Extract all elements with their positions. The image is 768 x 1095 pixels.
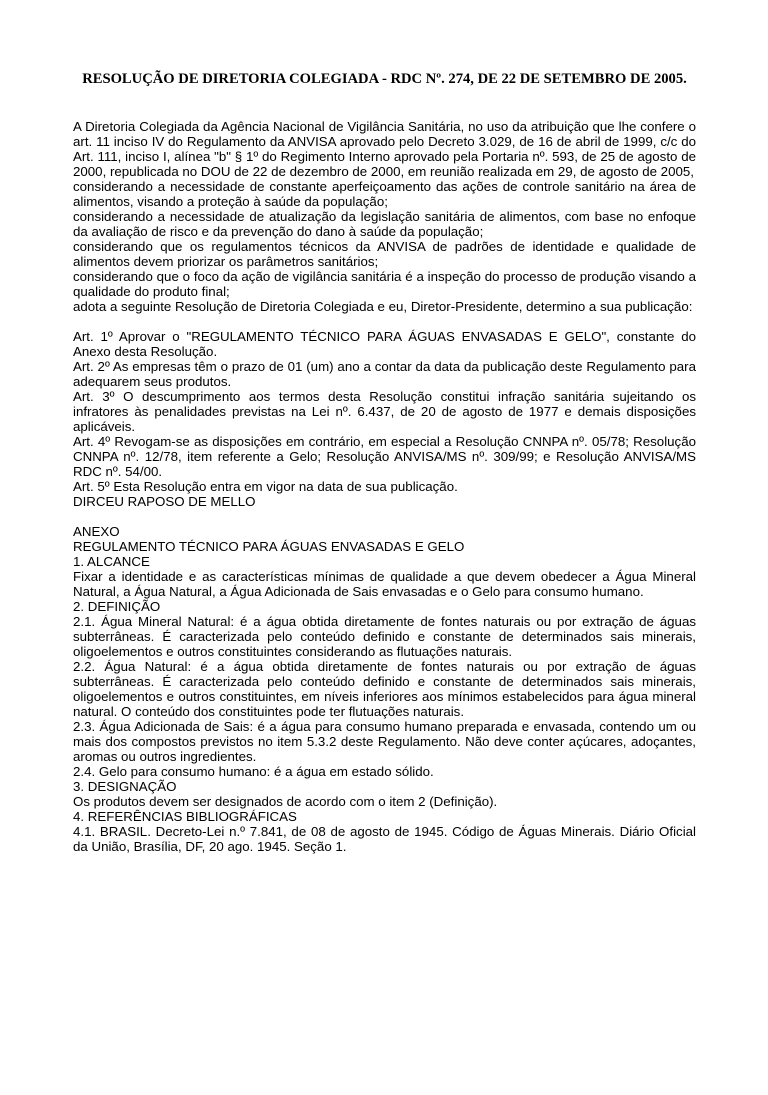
document-body xyxy=(73,119,696,854)
annex-title: REGULAMENTO TÉCNICO PARA ÁGUAS ENVASADAS E GELO xyxy=(73,539,465,554)
section-paragraph: 2.2. Água Natural: é a água obtida diretamente de fontes naturais ou por extração de águas subterrâneas. É caracterizada pelo conteúdo definido e constante de determinados sais minerais, oligoelementos e outros constituintes, em níveis inferiores aos mínimos estabelecidos para água mineral natural. O conteúdo dos constituintes pode ter flutuações naturais. xyxy=(73,659,696,719)
article-paragraph: Art. 4º Revogam-se as disposições em contrário, em especial a Resolução CNNPA nº. 05/78; Resolução CNNPA nº. 12/78, item referente a Gelo; Resolução ANVISA/MS nº. 309/99; e Resolução ANVISA/MS RDC nº. 54/00. xyxy=(73,434,696,479)
signature-name: DIRCEU RAPOSO DE MELLO xyxy=(73,494,256,509)
section-paragraph: 2.4. Gelo para consumo humano: é a água em estado sólido. xyxy=(73,764,434,779)
section-heading: 2. DEFINIÇÃO xyxy=(73,599,161,614)
preamble-paragraph: adota a seguinte Resolução de Diretoria Colegiada e eu, Diretor-Presidente, determino a sua publicação: xyxy=(73,299,693,314)
spacer xyxy=(73,314,696,329)
section-paragraph: Os produtos devem ser designados de acordo com o item 2 (Definição). xyxy=(73,794,498,809)
preamble-paragraph: A Diretoria Colegiada da Agência Nacional de Vigilância Sanitária, no uso da atribuição que lhe confere o art. 11 inciso IV do Regulamento da ANVISA aprovado pelo Decreto 3.029, de 16 de abril de 1999, c/c do Art. 111, inciso I, alínea "b" § 1º do Regimento Interno aprovado pela Portaria nº. 593, de 25 de agosto de 2000, republicada no DOU de 22 de dezembro de 2000, em reunião realizada em 29, de agosto de 2005, xyxy=(73,119,696,179)
document-title: RESOLUÇÃO DE DIRETORIA COLEGIADA - RDC Nº. 274, DE 22 DE SETEMBRO DE 2005. xyxy=(82,71,687,87)
section-paragraph: 2.3. Água Adicionada de Sais: é a água para consumo humano preparada e envasada, contendo um ou mais dos compostos previstos no item 5.3.2 deste Regulamento. Não deve conter açúcares, adoçantes, aromas ou outros ingredientes. xyxy=(73,719,696,764)
article-paragraph: Art. 1º Aprovar o "REGULAMENTO TÉCNICO PARA ÁGUAS ENVASADAS E GELO", constante do Anexo desta Resolução. xyxy=(73,329,696,359)
article-paragraph: Art. 2º As empresas têm o prazo de 01 (um) ano a contar da data da publicação deste Regulamento para adequarem seus produtos. xyxy=(73,359,696,389)
preamble-paragraph: considerando que os regulamentos técnicos da ANVISA de padrões de identidade e qualidade de alimentos devem priorizar os parâmetros sanitários; xyxy=(73,239,696,269)
document-page xyxy=(0,71,768,1095)
annex-heading: ANEXO xyxy=(73,524,120,539)
section-heading: 4. REFERÊNCIAS BIBLIOGRÁFICAS xyxy=(73,809,297,824)
section-paragraph: 4.1. BRASIL. Decreto-Lei n.º 7.841, de 08 de agosto de 1945. Código de Águas Minerais. Diário Oficial da União, Brasília, DF, 20 ago. 1945. Seção 1. xyxy=(73,824,696,854)
preamble-paragraph: considerando que o foco da ação de vigilância sanitária é a inspeção do processo de produção visando a qualidade do produto final; xyxy=(73,269,696,299)
preamble-paragraph: considerando a necessidade de constante aperfeiçoamento das ações de controle sanitário na área de alimentos, visando a proteção à saúde da população; xyxy=(73,179,696,209)
article-paragraph: Art. 3º O descumprimento aos termos desta Resolução constitui infração sanitária sujeitando os infratores às penalidades previstas na Lei nº. 6.437, de 20 de agosto de 1977 e demais disposições aplicáveis. xyxy=(73,389,696,434)
spacer xyxy=(73,509,696,524)
section-paragraph: 2.1. Água Mineral Natural: é a água obtida diretamente de fontes naturais ou por extração de águas subterrâneas. É caracterizada pelo conteúdo definido e constante de determinados sais minerais, oligoelementos e outros constituintes considerando as flutuações naturais. xyxy=(73,614,696,659)
section-heading: 1. ALCANCE xyxy=(73,554,150,569)
section-heading: 3. DESIGNAÇÃO xyxy=(73,779,177,794)
preamble-paragraph: considerando a necessidade de atualização da legislação sanitária de alimentos, com base no enfoque da avaliação de risco e da prevenção do dano à saúde da população; xyxy=(73,209,696,239)
section-paragraph: Fixar a identidade e as características mínimas de qualidade a que devem obedecer a Água Mineral Natural, a Água Natural, a Água Adicionada de Sais envasadas e o Gelo para consumo humano. xyxy=(73,569,696,599)
article-paragraph: Art. 5º Esta Resolução entra em vigor na data de sua publicação. xyxy=(73,479,458,494)
